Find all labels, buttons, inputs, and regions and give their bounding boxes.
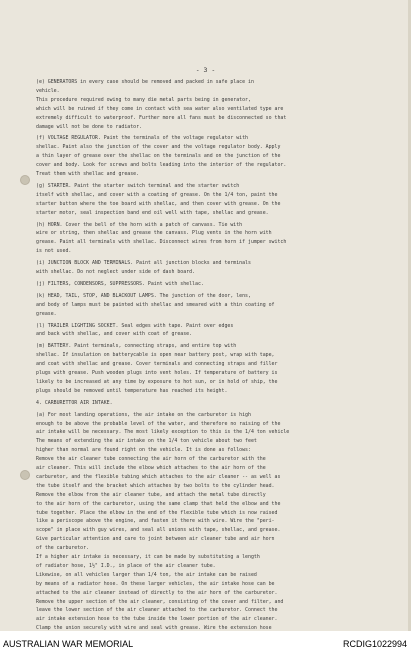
text-line: grease. Paint all terminals with shellac. Disconnect wires from horn if jumper switch [36,239,287,246]
text-line: Remove the air cleaner tube connecting the air horn of the carburetor with the [36,456,266,463]
text-line: Treat them with shellac and grease. [36,171,140,177]
text-line: higher than normal are found right on the vehicle. It is done as follows: [36,447,251,454]
text-line: (l) TRAILER LIGHTING SOCKET. Seal edges with tape. Paint over edges [36,322,234,329]
text-line: If a higher air intake is necessary, it can be made by substituting a length [36,554,260,560]
text-line: shellac. If insulation on batterycable is open near battery post, wrap with tape, [36,352,275,359]
page-number: - 3 - [195,66,216,74]
text-line: plugs with grease. Push wooden plugs into vent holes. If temperature of battery is [36,370,278,376]
text-line: damage will not be done to radiator. [36,123,142,130]
punch-hole [20,175,30,185]
text-line: to the air horn of the carburetor, using the same clamp that held the elbow and the [36,500,281,507]
text-line: enough to be above the probable level of the water, and therefore no raising of the [36,420,281,427]
text-line: (k) HEAD, TAIL, STOP, AND BLACKOUT LAMPS. The junction of the door, lens, [36,292,251,299]
text-line: Likewise, on all vehicles larger than 1/4 ton, the air intake can be raised [36,571,257,578]
text-line: The means of extending the air intake on the 1/4 ton vehicle about two feet [36,438,257,445]
text-line: (i) JUNCTION BLOCK AND TERMINALS. Paint all junction blocks and terminals [36,260,251,267]
text-line: (g) STARTER. Paint the starter switch terminal and the starter switch [36,182,240,189]
text-line: likely to be increased at any time by exposure to hot sun, or in hold of ship, the [36,378,278,385]
text-line: (f) VOLTAGE REGULATOR. Paint the terminals of the voltage regulator with [36,135,248,142]
text-line: scope" in place with guy wires, and seal all unions with tape, shellac, and grease. [36,527,281,534]
text-line: is not used. [36,248,72,255]
text-line: and coat with shellac and grease. Cover terminals and connecting straps and filler [36,361,278,368]
text-line: shellac. Paint also the junction of the cover and the voltage regulator body. Apply [36,144,281,151]
text-line: grease. [36,310,57,317]
text-line: of radiator hose, 1½" I.D., in place of the air cleaner tube. [36,562,216,569]
archive-footer [0,631,411,654]
text-line: (m) BATTERY. Paint terminals, connecting straps, and entire top with [36,343,237,350]
text-line: cover and body. Look for screws and bolts leading into the interior of the regulator. [36,162,287,169]
text-line: Give particular attention and care to joint between air cleaner tube and air horn [36,536,275,543]
archive-reference: RCDIG1022994 [342,639,407,649]
text-line: (a) For most landing operations, the air intake on the carburetor is high [36,411,251,418]
text-line: air cleaner. This will include the elbow which attaches to the air horn of the [36,465,266,471]
text-line: This procedure required owing to many die metal parts being in generator, [36,96,251,103]
text-line: extremely difficult to waterproof. Further more all fans must be disconnected so that [36,114,287,121]
text-line: by means of a radiator hose. On these larger vehicles, the air intake hose can be [36,580,275,587]
text-line: 4. CARBURETTOR AIR INTAKE. [36,399,113,406]
text-line: vehicle. [36,87,60,94]
text-line: the tube itself and the bracket which attaches by two bolts to the cylinder head. [36,482,275,489]
text-line: starter motor, seal inspection band end oil well with tape, shellac and grease. [36,209,269,216]
archive-name: AUSTRALIAN WAR MEMORIAL [3,639,134,649]
text-line: (e) GENERATORS in every case should be removed and packed in safe place in [36,79,254,85]
text-line: with shellac. Do not neglect under side of dash board. [36,269,195,275]
text-line: (h) HORN. Cover the bell of the horn with a patch of canvass. Tie with [36,221,243,228]
text-line: air intake extension hose to the tube inside the lower portion of the air cleaner. [36,616,278,623]
text-line: (j) FILTERS, CONDENSORS, SUPPRESSORS. Paint with shellac. [36,280,204,287]
text-line: wire or string, then shellac and grease the canvass. Plug vents in the horn with [36,230,272,237]
text-line: Remove the upper section of the air cleaner, consisting of the cover and filter, and [36,598,284,605]
text-line: air intake will be necessary. The most likely exception to this is the 1/4 ton vehicle [36,429,290,436]
text-line: itself with shellac, and cover with a coating of grease. On the 1/4 ton, paint the [36,191,278,198]
text-line: of the carburetor. [36,545,89,552]
text-line: leave the lower section of the air cleaner attached to the carburetor. Connect the [36,607,278,614]
text-line: which will be ruined if they come in contact with sea water also ventilated type are [36,105,284,112]
punch-hole [20,470,30,480]
text-line: plugs should be removed until temperature has reached its height. [36,387,228,394]
text-line: and body of lamps must be painted with shellac and smeared with a thin coating of [36,301,275,308]
text-line: attached to the air cleaner instead of directly to the air horn of the carburetor. [36,589,278,596]
text-line: carburetor, and the flexible tubing which attaches to the air cleaner -- as well as [36,473,281,480]
text-line: like a periscope above the engine, and fasten it there with wire. Wire the "peri- [36,518,275,525]
text-line: a thin layer of grease over the shellac on the terminals and on the junction of the [36,153,281,160]
text-line: tube together. Place the elbow in the end of the flexible tube which is now raised [36,509,278,516]
text-line: starter button where the toe board with shellac, and then cover with grease. On the [36,200,281,207]
text-line: Remove the elbow from the air cleaner tube, and attach the metal tube directly [36,491,266,498]
text-line: and back with shellac, and cover with coat of grease. [36,331,193,338]
text-line: Clamp the union securely with wire and seal with grease. Wire the extension hose [36,625,272,632]
